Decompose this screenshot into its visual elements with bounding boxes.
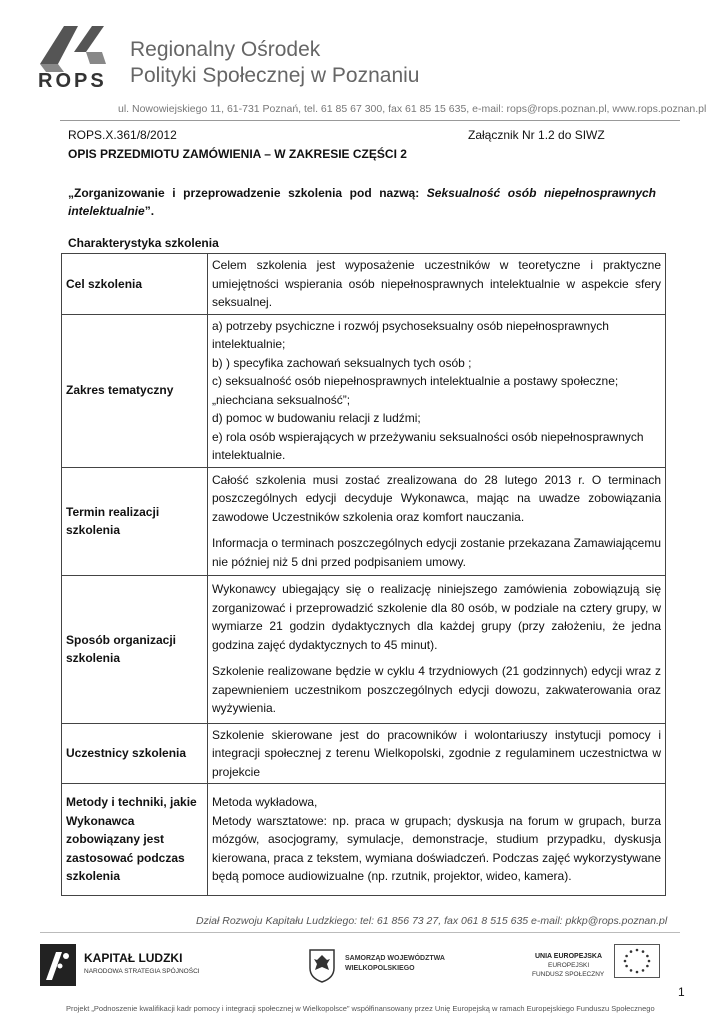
subject-title: Seksualność osób niepełnosprawnych intelektualnie <box>68 186 656 218</box>
kapital-ludzki-title: KAPITAŁ LUDZKI <box>84 951 183 965</box>
subject-prefix: „Zorganizowanie i przeprowadzenie szkolenia pod nazwą: <box>68 186 427 200</box>
table-row <box>62 467 666 575</box>
table-row <box>62 575 666 723</box>
document-title: OPIS PRZEDMIOTU ZAMÓWIENIA – W ZAKRESIE CZĘŚCI 2 <box>68 147 407 161</box>
training-characteristics-table <box>61 253 666 896</box>
page-number: 1 <box>678 985 685 999</box>
row-value-uczestnicy: Szkolenie skierowane jest do pracowników i wolontariuszy instytucji pomocy i integracji społecznej z terenu Wielkopolski, zgodnie z regulaminem uczestnictwa w projekcie <box>208 723 666 784</box>
topic-item: „niechciana seksualność”; <box>212 392 351 407</box>
section-title: Charakterystyka szkolenia <box>68 236 219 250</box>
metody-line-2: Metody warsztatowe: np. praca w grupach; dyskusja na forum w grupach, burza mózgów, asocjogramy, symulacje, demonstracje, studium przypadku, dyskusja kierowana, praca z tekstem, wymiana doświadczeń. Podczas zajęć wykorzystywane będą pomoce audiowizualne (np. rzutnik, projektor, wideo, kamera). <box>212 813 661 884</box>
row-value-cel: Celem szkolenia jest wyposażenie uczestników w teoretyczne i praktyczne umiejętności wspierania osób niepełnosprawnych intelektualnie w aspekcie sfery seksualnej. <box>208 254 666 315</box>
row-value-zakres <box>208 314 666 467</box>
org-name-line1: Regionalny Ośrodek <box>130 38 321 61</box>
rops-acronym: ROPS <box>38 70 107 92</box>
row-label-uczestnicy: Uczestnicy szkolenia <box>62 723 208 784</box>
table-row <box>62 723 666 784</box>
table-row <box>62 254 666 315</box>
wielkopolska-crest-icon <box>308 948 336 984</box>
kapital-ludzki-subtitle: NARODOWA STRATEGIA SPÓJNOŚCI <box>84 968 200 975</box>
termin-paragraph-1: Całość szkolenia musi zostać zrealizowana do 28 lutego 2013 r. O terminach poszczególnych edycji decyduje Wykonawca, mając na uwadze zobowiązania zawodowe Uczestników szkolenia oraz komfort nauczania. <box>212 472 661 524</box>
row-label-cel: Cel szkolenia <box>62 254 208 315</box>
project-cofinancing-note: Projekt „Podnoszenie kwalifikacji kadr pomocy i integracji społecznej w Wielkopolsce” współfinansowany przez Unię Europejską w ramach Europejskiego Funduszu Społecznego <box>66 1004 655 1013</box>
topic-item: e) rola osób wspierających w przeżywaniu seksualności osób niepełnosprawnych intelektualnie. <box>212 429 644 462</box>
header-divider <box>60 120 680 121</box>
eu-line1: UNIA EUROPEJSKA <box>535 953 603 960</box>
training-subject <box>68 184 656 220</box>
row-label-zakres: Zakres tematyczny <box>62 314 208 467</box>
topic-item: c) seksualność osób niepełnosprawnych intelektualnie a postawy społeczne; <box>212 374 619 388</box>
eu-line3: FUNDUSZ SPOŁECZNY <box>532 971 605 978</box>
subject-suffix: ”. <box>144 204 155 218</box>
row-label-metody: Metody i techniki, jakie Wykonawca zobowiązany jest zastosować podczas szkolenia <box>62 784 208 896</box>
row-value-sposob <box>208 575 666 723</box>
table-row <box>62 314 666 467</box>
topic-item: b) ) specyfika zachowań seksualnych tych osób ; <box>212 355 472 370</box>
row-label-termin: Termin realizacji szkolenia <box>62 467 208 575</box>
row-value-metody <box>208 784 666 896</box>
metody-line-1: Metoda wykładowa, <box>212 795 318 810</box>
sposob-paragraph-2: Szkolenie realizowane będzie w cyklu 4 trzydniowych (21 godzinnych) edycji wraz z zapewnieniem uczestnikom poszczególnych edycji dowozu, zakwaterowania oraz wyżywienia. <box>212 664 661 716</box>
eu-flag-icon <box>614 944 660 978</box>
org-name-line2: Polityki Społecznej w Poznaniu <box>130 64 420 87</box>
document-reference: ROPS.X.361/8/2012 <box>68 128 177 142</box>
table-row <box>62 784 666 896</box>
eu-line2: EUROPEJSKI <box>548 962 590 969</box>
sposob-paragraph-1: Wykonawcy ubiegający się o realizację niniejszego zamówienia zobowiązują się zorganizować i przeprowadzić szkolenie dla 80 osób, w podziale na cztery grupy, w wymiarze 21 godzin dydaktycznych dla każdej grupy (przy założeniu, że jedna godzina zajęć dydaktycznych to 45 minut). <box>212 582 661 652</box>
samorzad-line1: SAMORZĄD WOJEWÓDZTWA <box>345 955 445 962</box>
org-address: ul. Nowowiejskiego 11, 61-731 Poznań, tel. 61 85 67 300, fax 61 85 15 635, e-mail: rops@rops.poznan.pl, www.rops.poznan.pl <box>118 103 707 115</box>
row-label-sposob: Sposób organizacji szkolenia <box>62 575 208 723</box>
termin-paragraph-2: Informacja o terminach poszczególnych edycji zostanie przekazana Zamawiającemu nie później niż 5 dni przed podpisaniem umowy. <box>212 536 661 569</box>
footer-department-contact: Dział Rozwoju Kapitału Ludzkiego: tel: 61 856 73 27, fax 061 8 515 635 e-mail: pkkp@rops.poznan.pl <box>196 915 668 927</box>
footer-divider <box>40 932 680 933</box>
row-value-termin <box>208 467 666 575</box>
samorzad-line2: WIELKOPOLSKIEGO <box>345 965 415 972</box>
kapital-ludzki-logo-icon <box>40 944 76 986</box>
topic-item: d) pomoc w budowaniu relacji z ludźmi; <box>212 411 421 425</box>
topic-item: a) potrzeby psychiczne i rozwój psychoseksualny osób niepełnosprawnych intelektualnie; <box>212 318 609 351</box>
annex-label: Załącznik Nr 1.2 do SIWZ <box>468 128 605 142</box>
